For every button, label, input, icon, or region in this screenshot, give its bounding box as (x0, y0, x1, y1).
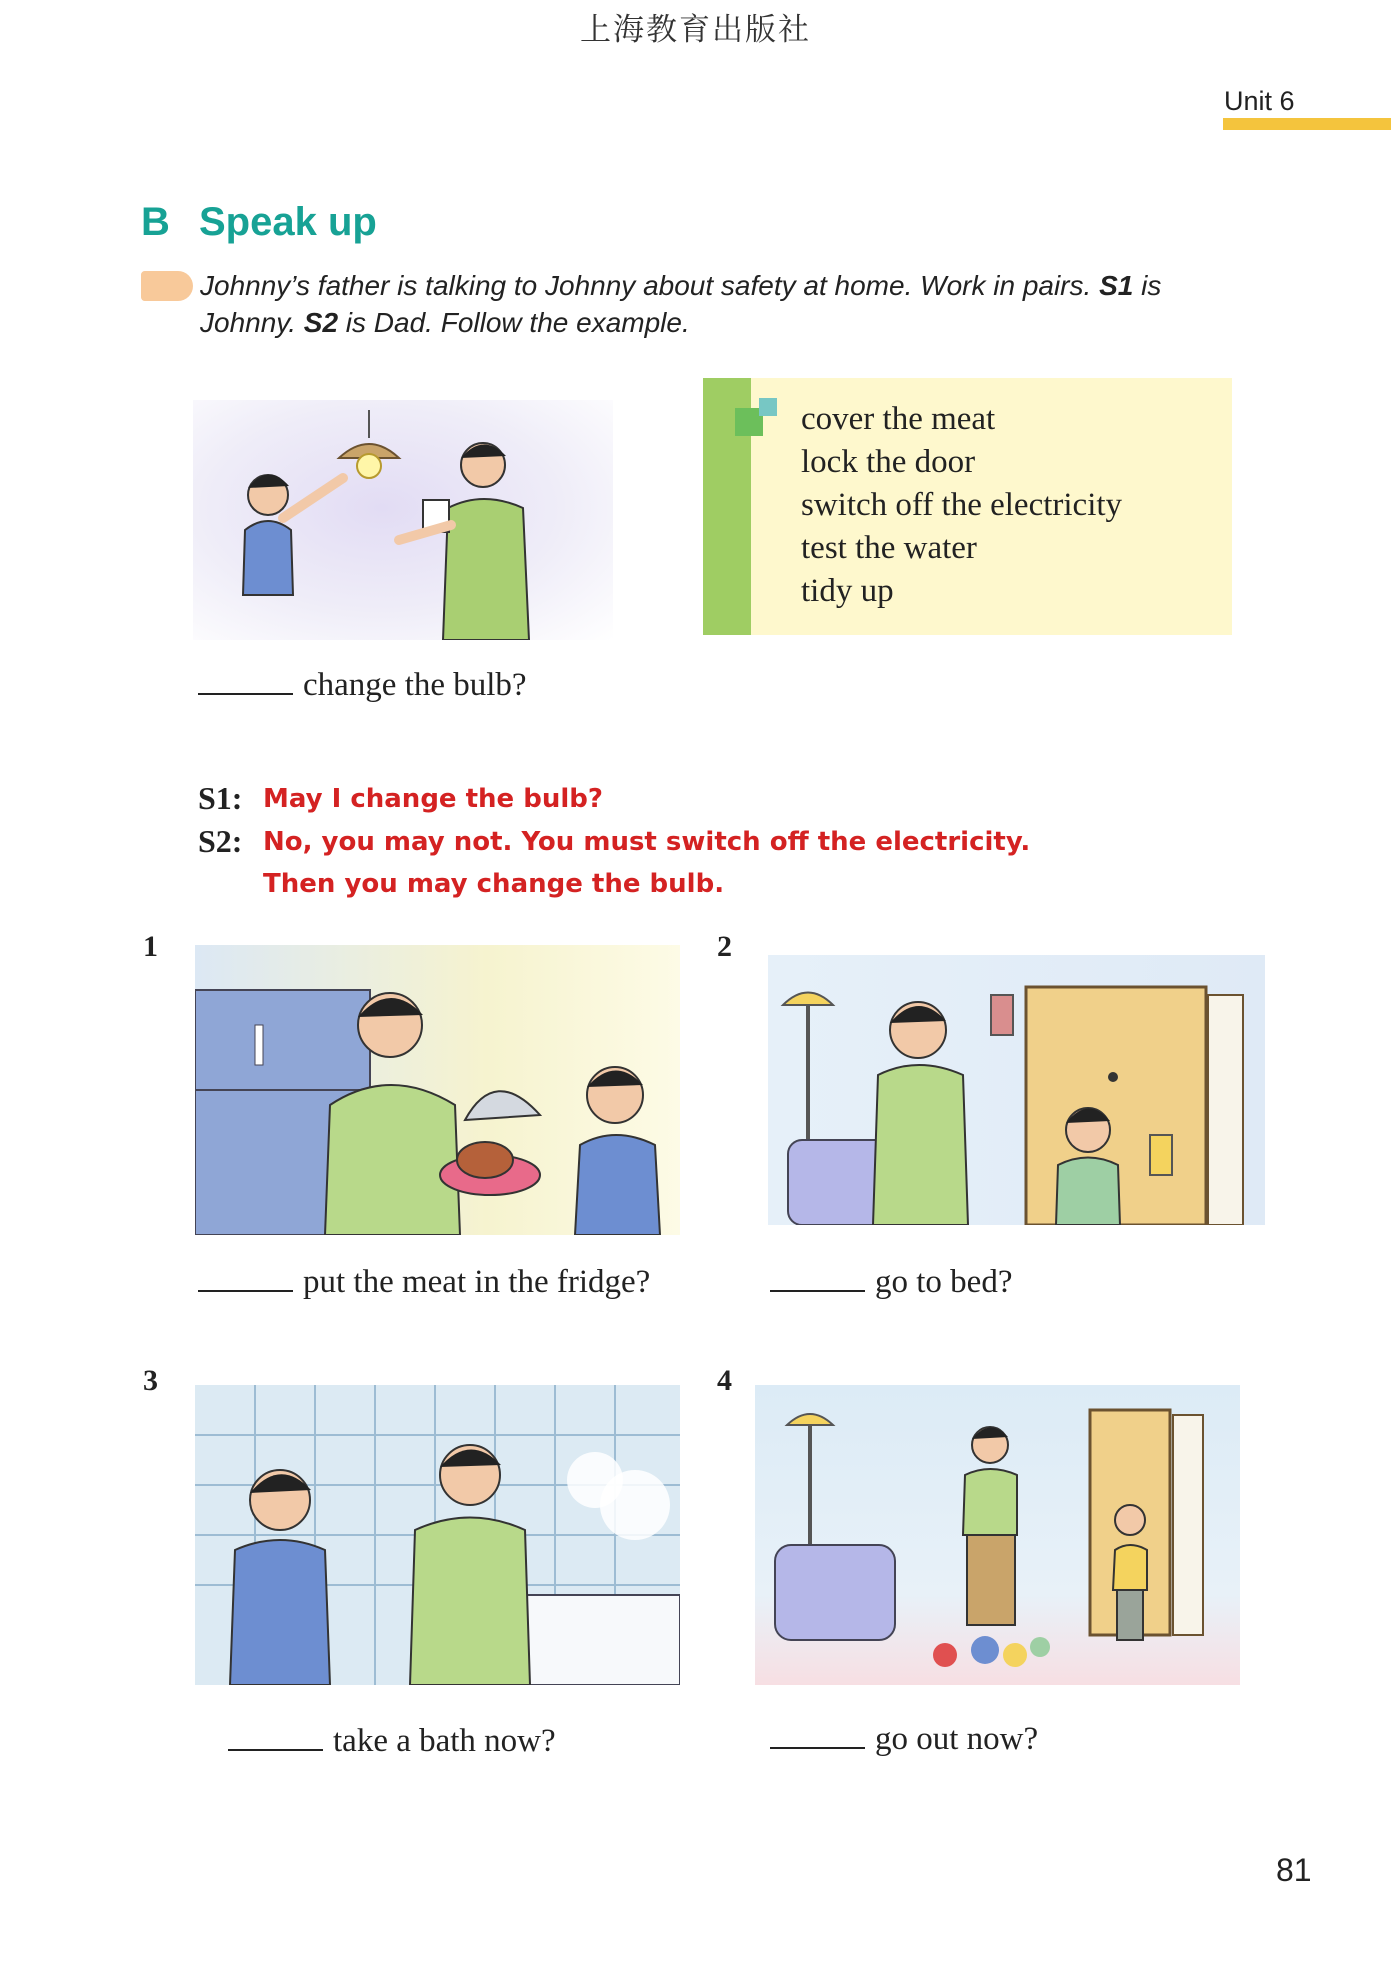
exercise-2-question-row (770, 1264, 1012, 1301)
instructions-s2: S2 (303, 307, 339, 338)
instructions-text-2: is Johnny. (200, 270, 1162, 338)
section-title: Speak up (199, 200, 377, 244)
dialogue-s2-line-2: Then you may change the bulb. (263, 869, 725, 899)
dialogue-s2-line-1: No, you may not. You must switch off the electricity. (263, 827, 1031, 857)
exercise-number: 2 (717, 930, 732, 963)
answer-blank[interactable] (198, 689, 293, 695)
exercise-question: take a bath now? (333, 1723, 556, 1759)
exercise-number: 3 (143, 1364, 158, 1397)
exercise-4-illustration (755, 1385, 1240, 1685)
exercise-3-illustration (195, 1385, 680, 1685)
prompt-item: cover the meat (801, 401, 996, 437)
exercise-number: 1 (143, 930, 158, 963)
example-question-row (198, 667, 527, 704)
answer-blank[interactable] (228, 1745, 323, 1751)
exercise-4-question-row (770, 1721, 1038, 1758)
fridge-scene (195, 945, 680, 1235)
exercise-1-question-row (198, 1264, 650, 1301)
bath-scene (195, 1385, 680, 1685)
section-letter: B (141, 200, 170, 244)
prompt-item: switch off the electricity (801, 487, 1123, 523)
teal-square-icon (759, 398, 777, 416)
prompt-item: test the water (801, 530, 977, 566)
unit-label: Unit 6 (1224, 86, 1295, 116)
answer-blank[interactable] (770, 1286, 865, 1292)
page-number: 81 (1276, 1852, 1312, 1888)
toys-scene (755, 1385, 1240, 1685)
prompt-item: lock the door (801, 444, 976, 480)
instructions-text-3: is Dad. Follow the example. (338, 307, 690, 338)
exercise-question: put the meat in the fridge? (303, 1264, 651, 1300)
publisher-name: 上海教育出版社 (580, 12, 811, 48)
unit-bar (1223, 118, 1391, 130)
instructions-text-1: Johnny’s father is talking to Johnny about safety at home. Work in pairs. (200, 270, 1100, 301)
prompt-list (801, 398, 1122, 613)
example-illustration (193, 400, 613, 640)
answer-blank[interactable] (198, 1286, 293, 1292)
dialogue-s1-label: S1: (198, 780, 243, 816)
door-scene (768, 955, 1265, 1225)
exercise-question: go out now? (875, 1721, 1039, 1757)
exercise-number: 4 (717, 1364, 732, 1397)
dialogue-s1-line: May I change the bulb? (263, 784, 603, 814)
prompt-box (703, 378, 1232, 635)
exercise-question: go to bed? (875, 1264, 1013, 1300)
exercise-3-question-row (228, 1723, 556, 1760)
example-scene (193, 400, 613, 640)
exercise-1-illustration (195, 945, 680, 1235)
instruction-marker (141, 271, 193, 301)
prompt-item: tidy up (801, 573, 894, 609)
instructions-s1: S1 (1099, 270, 1134, 301)
exercise-2-illustration (768, 955, 1265, 1225)
answer-blank[interactable] (770, 1743, 865, 1749)
example-question: change the bulb? (303, 667, 527, 703)
instructions (200, 267, 1200, 341)
dialogue-s2-label: S2: (198, 823, 243, 859)
